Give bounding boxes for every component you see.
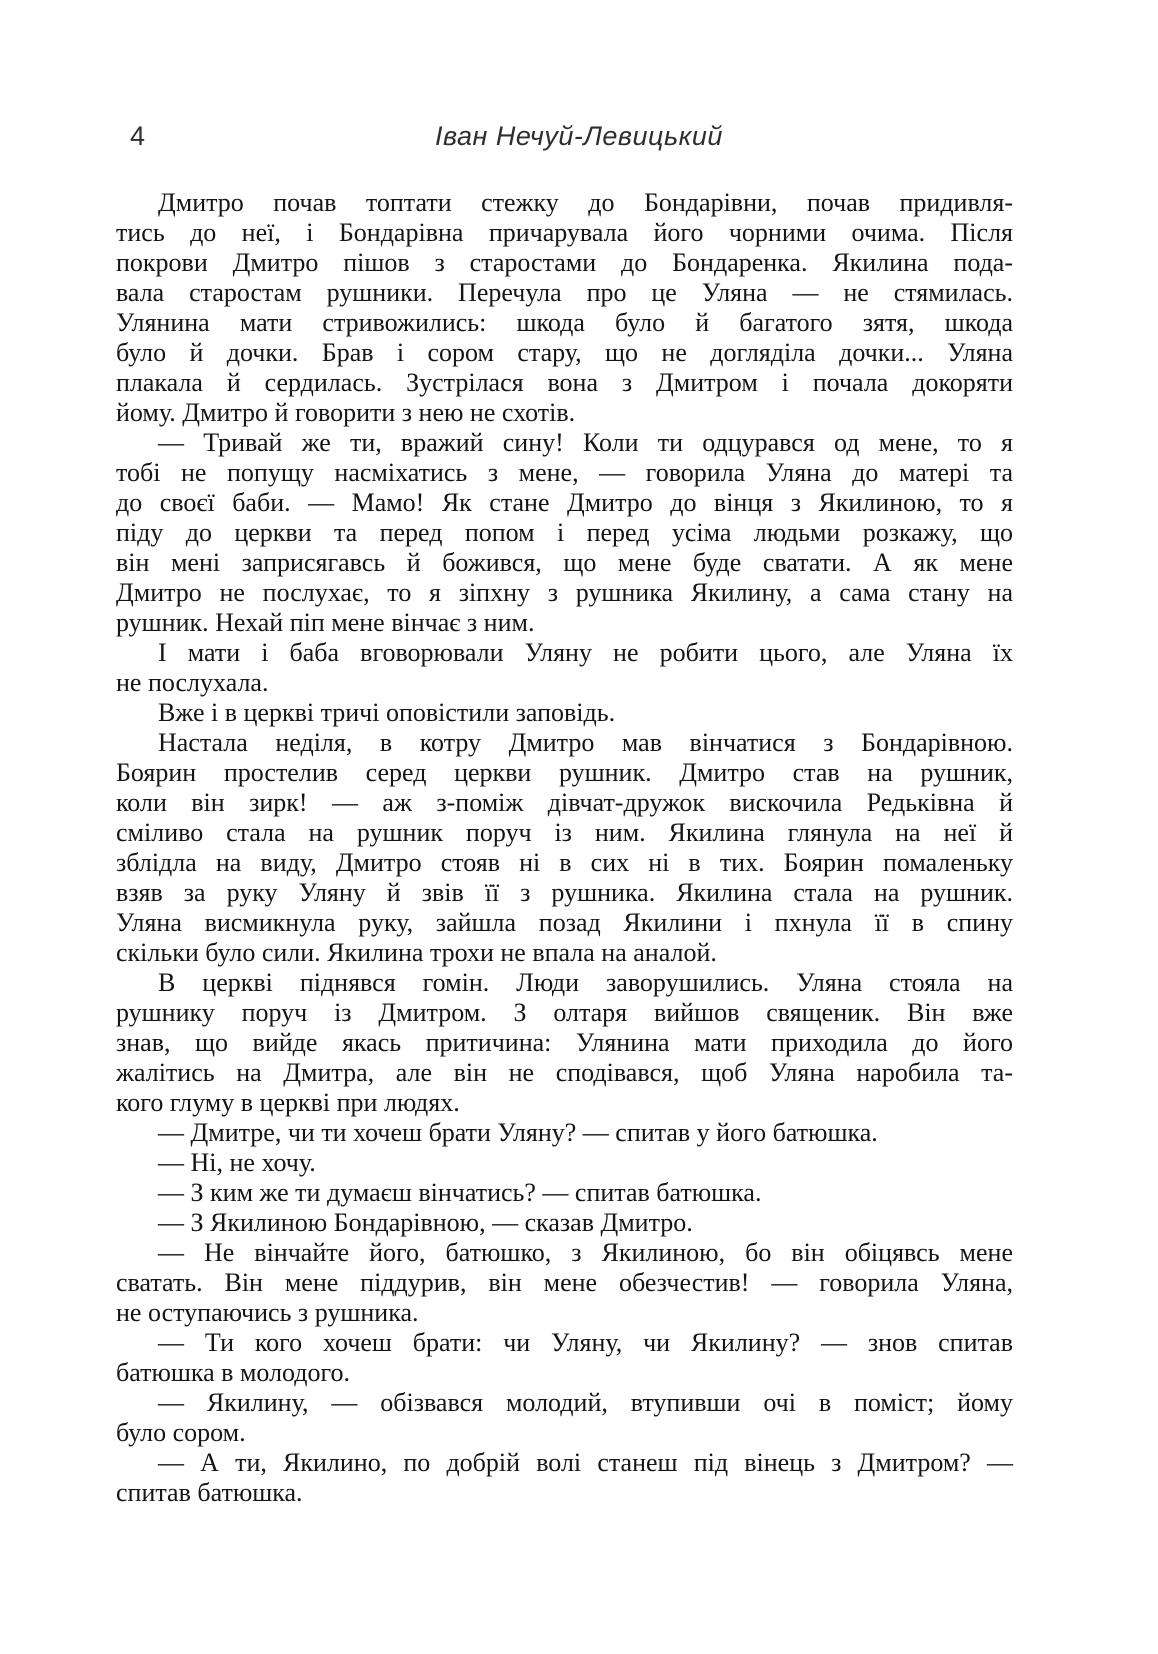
text-line: взяв за руку Уляну й звів її з рушника. Якилина стала на рушник. bbox=[116, 878, 1013, 907]
text-line: батюшка в молодого. bbox=[116, 1358, 351, 1387]
text-line: спитав батюшка. bbox=[116, 1478, 303, 1507]
text-line: йому. Дмитро й говорити з нею не схотів. bbox=[116, 398, 576, 427]
text-line: він мені заприсягавсь й божився, що мене буде сватати. А як мене bbox=[116, 548, 1013, 577]
text-line: плакала й сердилась. Зустрілася вона з Дмитром і почала докоряти bbox=[116, 368, 1013, 397]
text-line: — Не вінчайте його, батюшко, з Якилиною, бо він обіцявсь мене bbox=[158, 1238, 1013, 1267]
text-line: не оступаючись з рушника. bbox=[116, 1298, 419, 1327]
text-line: тобі не попущу насміхатись з мене, — говорила Уляна до матері та bbox=[116, 458, 1013, 487]
page-header bbox=[0, 120, 1158, 156]
text-line: вала старостам рушники. Перечула про це Уляна — не стямилась. bbox=[116, 278, 1013, 307]
text-line: Настала неділя, в котру Дмитро мав вінчатися з Бондарівною. bbox=[158, 728, 1013, 757]
text-line: до своєї баби. — Мамо! Як стане Дмитро до вінця з Якилиною, то я bbox=[116, 488, 1013, 517]
paragraph bbox=[116, 698, 1013, 728]
text-line: Дмитро не послухає, то я зіпхну з рушника Якилину, а сама стану на bbox=[116, 578, 1013, 607]
paragraph bbox=[116, 1148, 1013, 1178]
text-line: скільки було сили. Якилина трохи не впала на аналой. bbox=[116, 938, 717, 967]
text-line: рушнику поруч із Дмитром. З олтаря вийшов священик. Він вже bbox=[116, 998, 1013, 1027]
text-line: І мати і баба вговорювали Уляну не робити цього, але Уляна їх bbox=[158, 638, 1013, 667]
text-line: не послухала. bbox=[116, 668, 269, 697]
text-line: — А ти, Якилино, по добрій волі станеш під вінець з Дмитром? — bbox=[158, 1448, 1013, 1477]
paragraph bbox=[116, 1448, 1013, 1508]
text-line: піду до церкви та перед попом і перед усіма людьми розкажу, що bbox=[116, 518, 1013, 547]
text-line: покрови Дмитро пішов з старостами до Бондаренка. Якилина пода- bbox=[116, 248, 1013, 277]
text-line: було й дочки. Брав і сором стару, що не догляділа дочки... Уляна bbox=[116, 338, 1013, 367]
running-title: Іван Нечуй-Левицький bbox=[435, 121, 723, 151]
text-line: — З Якилиною Бондарівною, — сказав Дмитро. bbox=[158, 1208, 693, 1237]
paragraph bbox=[116, 1238, 1013, 1328]
text-line: — Ні, не хочу. bbox=[158, 1148, 316, 1177]
paragraph bbox=[116, 188, 1013, 428]
text-line: — Тривай же ти, вражий сину! Коли ти одцурався од мене, то я bbox=[158, 428, 1013, 457]
text-line: тись до неї, і Бондарівна причарувала його чорними очима. Після bbox=[116, 218, 1013, 247]
text-line: — З ким же ти думаєш вінчатись? — спитав батюшка. bbox=[158, 1178, 762, 1207]
text-line: жалітись на Дмитра, але він не сподівався, щоб Уляна наробила та- bbox=[116, 1058, 1013, 1087]
text-line: Боярин простелив серед церкви рушник. Дмитро став на рушник, bbox=[116, 758, 1013, 787]
text-line: Улянина мати стривожились: шкода було й багатого зятя, шкода bbox=[116, 308, 1013, 337]
body-text bbox=[116, 188, 1013, 1508]
text-line: сватать. Він мене піддурив, він мене обезчестив! — говорила Уляна, bbox=[116, 1268, 1013, 1297]
paragraph bbox=[116, 1118, 1013, 1148]
text-line: рушник. Нехай піп мене вінчає з ним. bbox=[116, 608, 535, 637]
paragraph bbox=[116, 428, 1013, 638]
text-line: коли він зирк! — аж з-поміж дівчат-дружок вискочила Редьківна й bbox=[116, 788, 1013, 817]
text-line: знав, що вийде якась притичина: Улянина мати приходила до його bbox=[116, 1028, 1013, 1057]
text-line: зблідла на виду, Дмитро стояв ні в сих ні в тих. Боярин помаленьку bbox=[116, 848, 1013, 877]
text-line: Уляна висмикнула руку, зайшла позад Якилини і пхнула її в спину bbox=[116, 908, 1013, 937]
paragraph bbox=[116, 728, 1013, 968]
text-line: сміливо стала на рушник поруч із ним. Якилина глянула на неї й bbox=[116, 818, 1013, 847]
paragraph bbox=[116, 1208, 1013, 1238]
paragraph bbox=[116, 1178, 1013, 1208]
text-line: Вже і в церкві тричі оповістили заповідь. bbox=[158, 698, 616, 727]
text-line: В церкві піднявся гомін. Люди заворушились. Уляна стояла на bbox=[158, 968, 1013, 997]
text-line: — Ти кого хочеш брати: чи Уляну, чи Якилину? — знов спитав bbox=[158, 1328, 1013, 1357]
page-number: 4 bbox=[130, 121, 146, 151]
paragraph bbox=[116, 1328, 1013, 1388]
paragraph bbox=[116, 968, 1013, 1118]
paragraph bbox=[116, 638, 1013, 698]
text-line: кого глуму в церкві при людях. bbox=[116, 1088, 460, 1117]
text-line: було сором. bbox=[116, 1418, 246, 1447]
paragraph bbox=[116, 1388, 1013, 1448]
text-line: — Дмитре, чи ти хочеш брати Уляну? — спитав у його батюшка. bbox=[158, 1118, 878, 1147]
text-line: — Якилину, — обізвався молодий, втупивши очі в поміст; йому bbox=[158, 1388, 1013, 1417]
text-line: Дмитро почав топтати стежку до Бондарівни, почав придивля- bbox=[158, 188, 1013, 217]
